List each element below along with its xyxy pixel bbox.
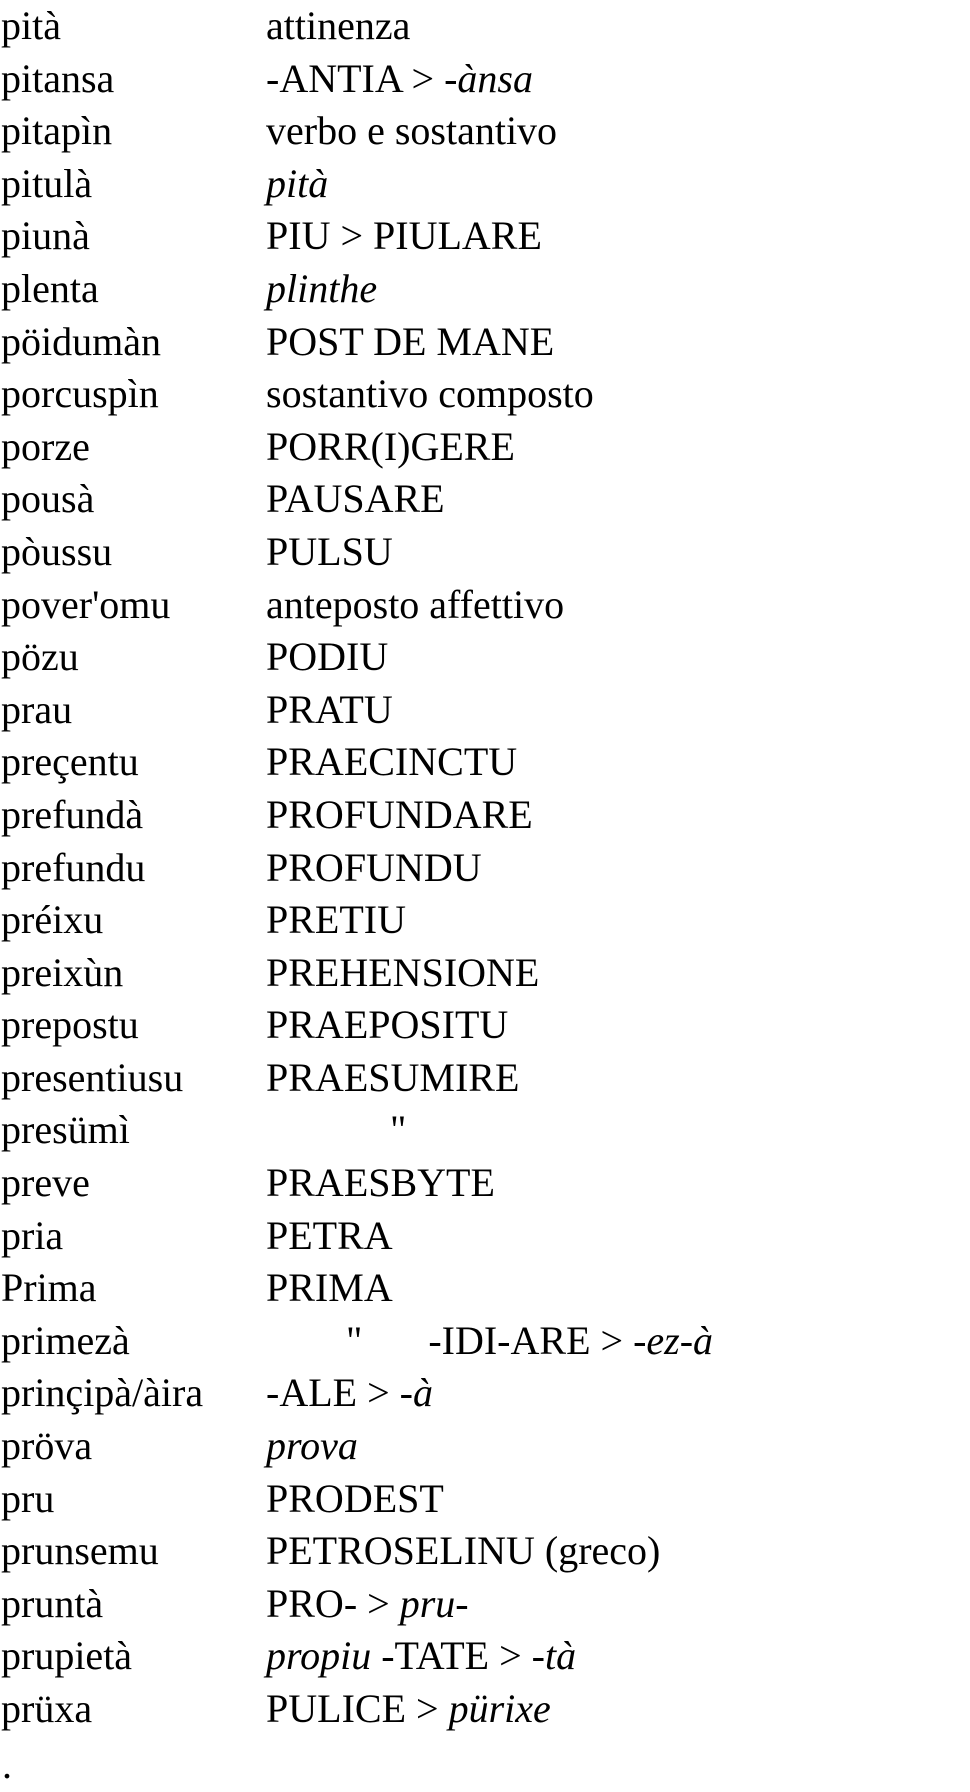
etymology-segment: pürixe bbox=[448, 1686, 551, 1731]
etymology-segment: PULSU bbox=[266, 528, 393, 574]
glossary-row bbox=[0, 1473, 970, 1526]
glossary-etymology bbox=[266, 53, 533, 106]
glossary-row bbox=[0, 421, 970, 474]
glossary-term: préixu bbox=[1, 897, 104, 943]
glossary-etymology bbox=[266, 1157, 495, 1210]
glossary-row bbox=[0, 894, 970, 947]
glossary-term: pitapìn bbox=[1, 108, 113, 154]
etymology-segment: -à bbox=[399, 1370, 433, 1416]
glossary-row bbox=[0, 1578, 970, 1631]
etymology-segment: attinenza bbox=[266, 3, 411, 48]
glossary-term: pru bbox=[1, 1475, 55, 1521]
glossary-row bbox=[0, 0, 970, 53]
glossary-term: prau bbox=[1, 686, 73, 732]
etymology-segment: -tà bbox=[531, 1633, 577, 1679]
glossary-term: porcuspìn bbox=[1, 371, 159, 417]
glossary-term: pòussu bbox=[1, 528, 113, 574]
etymology-segment: PETROSELINU (greco) bbox=[266, 1528, 661, 1574]
glossary-etymology bbox=[266, 736, 517, 789]
glossary-etymology bbox=[266, 789, 533, 842]
glossary-term: pözu bbox=[1, 634, 79, 680]
etymology-segment: PROFUNDARE bbox=[266, 791, 533, 837]
glossary-term: Prima bbox=[1, 1265, 97, 1311]
etymology-segment: -ànsa bbox=[444, 55, 533, 101]
glossary-term: prinçipà/àira bbox=[1, 1370, 204, 1416]
etymology-segment: PETRA bbox=[266, 1212, 393, 1258]
etymology-segment: PAUSARE bbox=[266, 476, 445, 522]
glossary-row bbox=[0, 1315, 970, 1368]
etymology-segment: plinthe bbox=[266, 265, 378, 311]
glossary-term: preçentu bbox=[1, 739, 139, 785]
glossary-term: plenta bbox=[1, 265, 99, 311]
glossary-term: presentiusu bbox=[1, 1054, 184, 1100]
glossary-row bbox=[0, 842, 970, 895]
etymology-segment: PRAECINCTU bbox=[266, 739, 518, 785]
glossary-etymology bbox=[266, 421, 515, 474]
etymology-segment: -ANTIA > bbox=[266, 55, 445, 101]
glossary-row bbox=[0, 1262, 970, 1315]
glossary-etymology bbox=[266, 842, 482, 895]
glossary-term: pousà bbox=[1, 476, 95, 522]
glossary-row bbox=[0, 736, 970, 789]
etymology-segment: PREHENSIONE bbox=[266, 949, 540, 995]
glossary-term: pröva bbox=[1, 1423, 93, 1469]
glossary-term: presümì bbox=[1, 1107, 130, 1153]
glossary-term: prupietà bbox=[1, 1633, 133, 1679]
glossary-etymology bbox=[346, 1315, 713, 1368]
glossary-row bbox=[0, 1420, 970, 1473]
glossary-term: primezà bbox=[1, 1317, 130, 1363]
etymology-segment: -ez-à bbox=[633, 1317, 714, 1363]
etymology-segment: anteposto affettivo bbox=[266, 581, 565, 627]
glossary-term: pruntà bbox=[1, 1580, 104, 1626]
ditto-mark: " bbox=[346, 1317, 363, 1363]
glossary-row bbox=[0, 1630, 970, 1683]
glossary-row bbox=[0, 368, 970, 421]
glossary-row bbox=[0, 1104, 970, 1157]
etymology-segment: -IDI-ARE > bbox=[428, 1317, 634, 1363]
glossary-term: preve bbox=[1, 1160, 90, 1206]
glossary-row bbox=[0, 158, 970, 211]
glossary-etymology bbox=[266, 894, 406, 947]
etymology-segment: PORR(I)GERE bbox=[266, 423, 515, 469]
glossary-row bbox=[0, 1157, 970, 1210]
glossary-term: prefundà bbox=[1, 791, 144, 837]
etymology-segment: PODIU bbox=[266, 634, 389, 680]
glossary-term: prunsemu bbox=[1, 1528, 159, 1574]
etymology-segment: PIU > PIULARE bbox=[266, 213, 542, 259]
glossary-etymology bbox=[266, 1420, 358, 1473]
etymology-segment: PRO- > bbox=[266, 1580, 400, 1626]
glossary-term: pover'omu bbox=[1, 581, 171, 627]
glossary-row bbox=[0, 263, 970, 316]
etymology-segment: PRAEPOSITU bbox=[266, 1002, 509, 1048]
glossary-row bbox=[0, 631, 970, 684]
glossary-row bbox=[0, 684, 970, 737]
etymology-segment: prova bbox=[266, 1423, 358, 1469]
glossary-etymology bbox=[390, 1104, 406, 1157]
glossary-term: pöidumàn bbox=[1, 318, 161, 364]
glossary-term: porze bbox=[1, 423, 90, 469]
glossary-etymology bbox=[266, 473, 445, 526]
glossary-etymology bbox=[266, 1262, 393, 1315]
glossary-row bbox=[0, 789, 970, 842]
etymology-segment: PRATU bbox=[266, 686, 393, 732]
glossary-etymology bbox=[266, 1630, 576, 1683]
glossary-term: pria bbox=[1, 1212, 64, 1258]
etymology-segment: PRAESUMIRE bbox=[266, 1054, 520, 1100]
glossary-etymology bbox=[266, 1683, 551, 1736]
glossary-etymology bbox=[266, 999, 508, 1052]
glossary-etymology bbox=[266, 526, 393, 579]
glossary-term: prefundu bbox=[1, 844, 146, 890]
glossary-row bbox=[0, 53, 970, 106]
glossary-etymology bbox=[266, 158, 328, 211]
glossary-etymology bbox=[266, 1525, 660, 1578]
etymology-segment: POST DE MANE bbox=[266, 318, 555, 364]
trailing-dot: . bbox=[2, 1742, 12, 1787]
etymology-segment: -TATE > bbox=[371, 1633, 532, 1679]
glossary-etymology bbox=[266, 1473, 444, 1526]
etymology-segment: sostantivo composto bbox=[266, 371, 594, 417]
glossary-etymology bbox=[266, 105, 557, 158]
glossary-row bbox=[0, 473, 970, 526]
glossary-term: piunà bbox=[1, 213, 90, 259]
glossary-row bbox=[0, 210, 970, 263]
etymology-segment: pità bbox=[266, 160, 329, 206]
glossary-term: preixùn bbox=[1, 949, 124, 995]
etymology-segment: -ALE > bbox=[266, 1370, 400, 1416]
etymology-segment: PRETIU bbox=[266, 897, 406, 943]
glossary-row bbox=[0, 1525, 970, 1578]
glossary-row bbox=[0, 579, 970, 632]
glossary-term: prüxa bbox=[1, 1686, 93, 1731]
glossary-term: pità bbox=[1, 3, 61, 48]
glossary-etymology bbox=[266, 368, 594, 421]
glossary-row bbox=[0, 947, 970, 1000]
glossary-etymology bbox=[266, 1578, 469, 1631]
glossary-etymology bbox=[266, 210, 542, 263]
glossary-etymology bbox=[266, 631, 388, 684]
glossary-etymology bbox=[266, 0, 410, 53]
glossary-row bbox=[0, 1210, 970, 1263]
etymology-segment: PRODEST bbox=[266, 1475, 444, 1521]
glossary-row bbox=[0, 1367, 970, 1420]
glossary-row bbox=[0, 1052, 970, 1105]
etymology-segment: verbo e sostantivo bbox=[266, 108, 558, 154]
glossary-etymology bbox=[266, 263, 377, 316]
glossary-etymology bbox=[266, 316, 554, 369]
etymology-segment: pru- bbox=[399, 1580, 469, 1626]
glossary-term: pitulà bbox=[1, 160, 93, 206]
glossary-etymology bbox=[266, 1367, 433, 1420]
etymology-segment: PRIMA bbox=[266, 1265, 393, 1311]
glossary-term: prepostu bbox=[1, 1002, 139, 1048]
glossary-etymology bbox=[266, 1052, 519, 1105]
etymology-segment: propiu bbox=[266, 1633, 372, 1679]
glossary-row bbox=[0, 1683, 970, 1736]
glossary-etymology bbox=[266, 1210, 393, 1263]
ditto-mark: " bbox=[390, 1107, 407, 1153]
glossary-etymology bbox=[266, 684, 393, 737]
etymology-segment: PULICE > bbox=[266, 1686, 449, 1731]
glossary-row bbox=[0, 999, 970, 1052]
glossary-row bbox=[0, 105, 970, 158]
glossary-term: pitansa bbox=[1, 55, 115, 101]
etymology-segment: PROFUNDU bbox=[266, 844, 482, 890]
glossary-row bbox=[0, 526, 970, 579]
glossary-etymology bbox=[266, 947, 539, 1000]
glossary-row bbox=[0, 316, 970, 369]
etymology-segment: PRAESBYTE bbox=[266, 1160, 495, 1206]
glossary-etymology bbox=[266, 579, 564, 632]
